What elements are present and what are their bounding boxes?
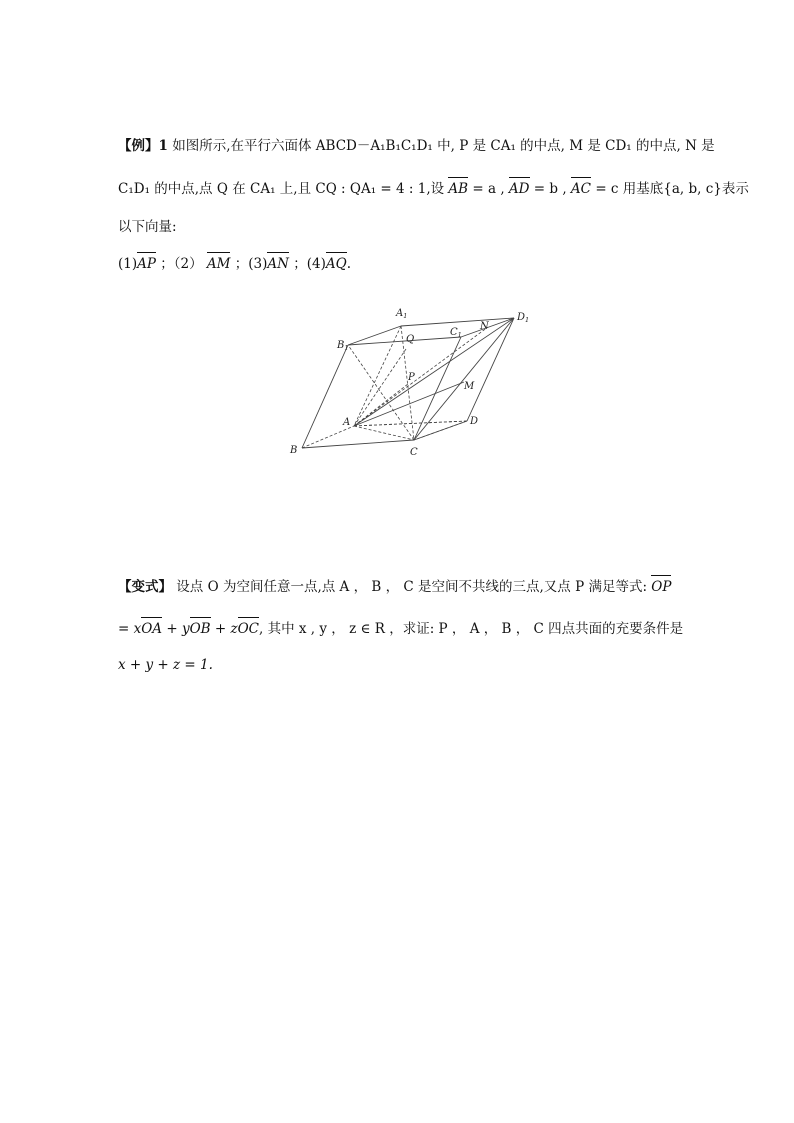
vector-aq: AQ [325,256,347,272]
vector-oa: OA [141,621,163,637]
edge-b-c [302,440,414,448]
line-a-c [354,426,414,440]
eq-c: = c 用基底{a, b, c}表示 [595,181,749,197]
variant-text-3: x + y + z = 1. [118,657,213,673]
vector-oc: OC [237,621,259,637]
parallelepiped-diagram [280,300,540,465]
vector-ac: AC [570,181,592,197]
example-questions [118,255,351,273]
vector-ad: AD [508,181,530,197]
edge-c1-c [414,337,461,440]
q2-label: ；（2） [160,256,203,272]
label-q: Q [406,334,415,345]
line-a-d [354,421,467,426]
label-n: N [480,321,489,332]
q1-label: (1) [118,256,138,272]
line-a-q [354,349,406,426]
variant-eq-x: = x [118,621,142,637]
label-d: D [470,416,479,427]
label-c1: $C_1$ [450,327,462,339]
variant-eq-y: + y [166,621,190,637]
q-end: . [346,256,352,272]
example-tag: 【例】1 [118,138,168,154]
variant-line-1 [118,578,671,596]
label-p: P [408,372,415,383]
parallelepiped-figure [280,300,540,465]
variant-line-3 [118,656,213,674]
example-text-1: 如图所示,在平行六面体 ABCD－A₁B₁C₁D₁ 中, P 是 CA₁ 的中点, M 是 CD₁ 的中点, N 是 [172,138,715,154]
label-b1: $B_1$ [337,340,349,352]
example-line-2 [118,180,749,198]
variant-text-1: 设点 O 为空间任意一点,点 A ， B ， C 是空间不共线的三点,又点 P 满足等式: [176,579,647,595]
variant-text-2: , 其中 x , y ， z ∈ R ，求证: P ， A ， B ， C 四点共面的充要条件是 [259,621,684,637]
edge-c1-b1 [348,337,461,345]
edge-b1-b [302,345,351,448]
variant-tag: 【变式】 [118,579,172,595]
eq-b: = b , [533,181,567,197]
q4-label: ；(4) [293,256,326,272]
label-a1: $A_1$ [396,308,408,320]
line-a-n [354,327,488,426]
label-c: C [410,447,418,458]
vector-an: AN [267,256,289,272]
variant-line-2 [118,620,683,638]
label-b: B [290,445,298,456]
vector-op: OP [651,579,672,595]
edge-a1-d1 [401,318,514,326]
variant-eq-z: + z [214,621,238,637]
label-m: M [464,381,475,392]
q3-label: ；(3) [234,256,268,272]
example-line-3 [118,218,177,236]
vector-ap: AP [137,256,156,272]
vector-ob: OB [189,621,211,637]
label-a: A [343,417,351,428]
eq-a: = a , [472,181,505,197]
line-a-p [354,384,408,426]
example-line-1 [118,137,715,155]
vector-ab: AB [448,181,469,197]
label-d1: $D_1$ [517,312,530,324]
vector-am: AM [206,256,231,272]
example-text-3: 以下向量: [118,219,177,235]
example-text-2a: C₁D₁ 的中点,点 Q 在 CA₁ 上,且 CQ : QA₁ = 4 : 1,设 [118,181,445,197]
